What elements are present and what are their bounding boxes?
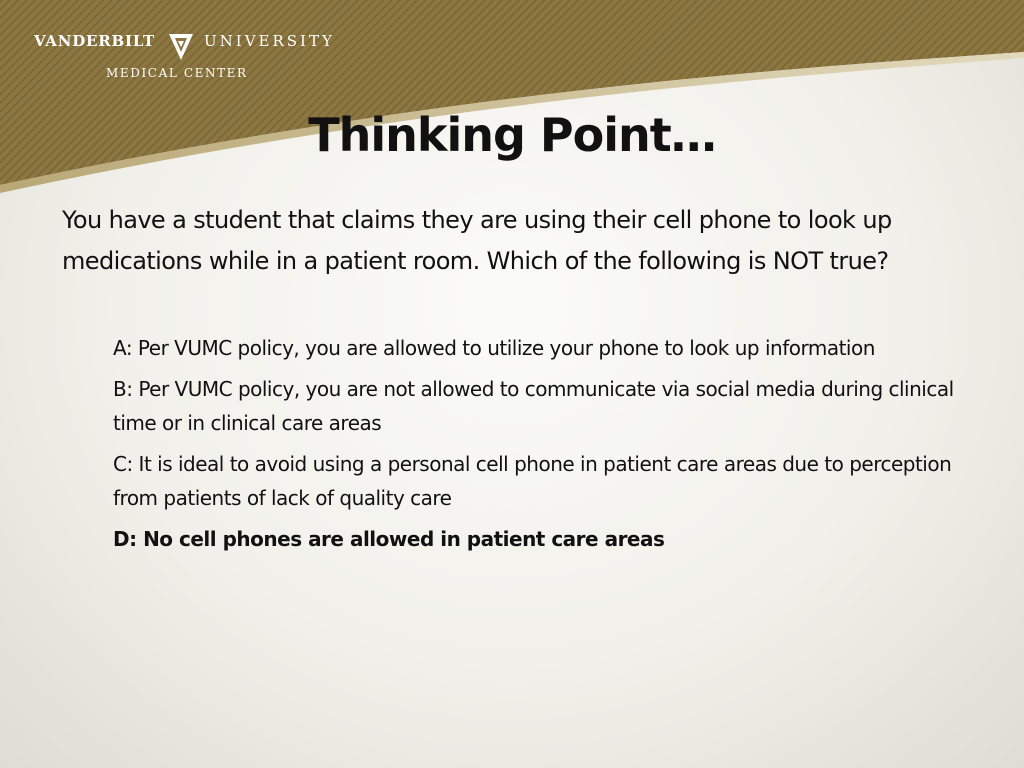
option-a: A: Per VUMC policy, you are allowed to utilize your phone to look up information — [113, 336, 875, 360]
vanderbilt-logo — [34, 26, 334, 86]
question-text: You have a student that claims they are using their cell phone to look up medications while in a patient room. Which of the following is NOT true? — [62, 206, 892, 275]
logo-medical-center-text: MEDICAL CENTER — [106, 66, 248, 80]
option-c: C: It is ideal to avoid using a personal cell phone in patient care areas due to perception from patients of lack of quality care — [113, 452, 952, 510]
logo-university-text: UNIVERSITY — [204, 32, 335, 50]
option-b: B: Per VUMC policy, you are not allowed to communicate via social media during clinical time or in clinical care areas — [113, 377, 954, 435]
option-d-correct-answer: D: No cell phones are allowed in patient care areas — [113, 527, 665, 551]
oak-leaf-v-icon — [167, 32, 195, 62]
logo-vanderbilt-text: VANDERBILT — [34, 32, 155, 50]
answer-options — [113, 331, 993, 563]
slide-title: Thinking Point… — [308, 108, 716, 162]
